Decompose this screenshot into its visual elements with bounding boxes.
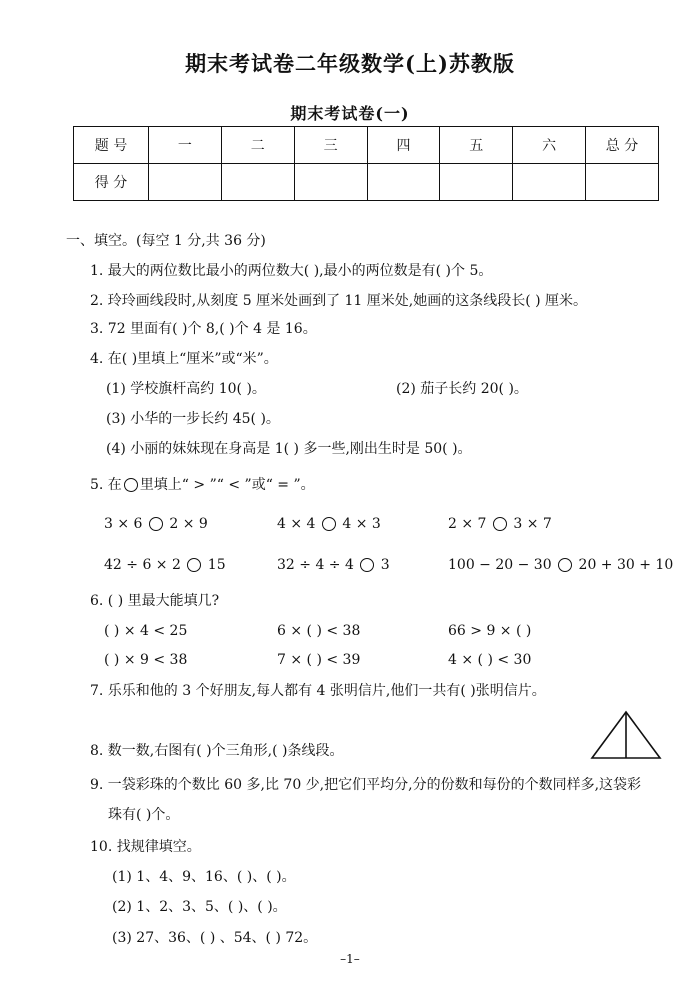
table-cell: 总 分 — [586, 127, 659, 164]
question-5 — [90, 476, 315, 494]
inequality-item: 6 × ( ) < 38 — [277, 623, 361, 639]
compare-right: 20 + 30 + 10 — [578, 557, 674, 573]
compare-blank-circle[interactable] — [558, 558, 572, 572]
question-10-part-1: (1) 1、4、9、16、( )、( )。 — [112, 869, 296, 885]
score-table — [73, 126, 659, 201]
score-blank[interactable] — [586, 164, 659, 201]
compare-left: 4 × 4 — [277, 516, 316, 532]
inequality-item: 66 > 9 × ( ) — [448, 623, 532, 639]
compare-blank-circle[interactable] — [493, 517, 507, 531]
question-4: 4. 在( )里填上“厘米”或“米”。 — [90, 351, 278, 367]
question-10-part-3: (3) 27、36、( ) 、54、( ) 72。 — [112, 930, 318, 946]
compare-item — [277, 515, 381, 533]
compare-item — [448, 556, 673, 574]
table-cell: 二 — [221, 127, 294, 164]
compare-left: 3 × 6 — [104, 516, 143, 532]
score-blank[interactable] — [221, 164, 294, 201]
compare-left: 32 ÷ 4 ÷ 4 — [277, 557, 354, 573]
compare-circle-icon — [124, 478, 138, 492]
question-4-part-3: (3) 小华的一步长约 45( )。 — [106, 411, 280, 427]
table-cell: 得 分 — [74, 164, 149, 201]
question-10: 10. 找规律填空。 — [90, 839, 201, 855]
question-9: 9. 一袋彩珠的个数比 60 多,比 70 少,把它们平均分,分的份数和每份的个数同样多,这袋彩 — [90, 777, 642, 793]
question-6: 6. ( ) 里最大能填几? — [90, 593, 220, 609]
score-blank[interactable] — [367, 164, 440, 201]
triangle-figure — [590, 710, 662, 762]
compare-left: 42 ÷ 6 × 2 — [104, 557, 181, 573]
compare-left: 2 × 7 — [448, 516, 487, 532]
question-9-continued: 珠有( )个。 — [108, 807, 180, 823]
compare-item — [104, 556, 226, 574]
score-blank[interactable] — [440, 164, 513, 201]
question-4-part-4: (4) 小丽的妹妹现在身高是 1( ) 多一些,刚出生时是 50( )。 — [106, 441, 472, 457]
compare-right: 2 × 9 — [169, 516, 208, 532]
question-4-part-2: (2) 茄子长约 20( )。 — [396, 381, 528, 397]
compare-right: 3 × 7 — [513, 516, 552, 532]
compare-item — [448, 515, 552, 533]
score-blank[interactable] — [149, 164, 222, 201]
question-3: 3. 72 里面有( )个 8,( )个 4 是 16。 — [90, 321, 317, 337]
table-cell: 五 — [440, 127, 513, 164]
score-blank[interactable] — [513, 164, 586, 201]
question-7: 7. 乐乐和他的 3 个好朋友,每人都有 4 张明信片,他们一共有( )张明信片。 — [90, 683, 546, 699]
score-blank[interactable] — [294, 164, 367, 201]
compare-blank-circle[interactable] — [187, 558, 201, 572]
compare-right: 15 — [207, 557, 226, 573]
question-4-part-1: (1) 学校旗杆高约 10( )。 — [106, 381, 266, 397]
question-5-prefix: 5. 在 — [90, 477, 122, 493]
compare-item — [277, 556, 390, 574]
table-cell: 六 — [513, 127, 586, 164]
score-table-score-row — [74, 164, 659, 201]
compare-item — [104, 515, 208, 533]
section-heading: 一、填空。(每空 1 分,共 36 分) — [66, 233, 266, 249]
table-cell: 三 — [294, 127, 367, 164]
question-2: 2. 玲玲画线段时,从刻度 5 厘米处画到了 11 厘米处,她画的这条线段长( ) 厘米。 — [90, 293, 588, 309]
inequality-item: ( ) × 4 < 25 — [104, 623, 188, 639]
compare-blank-circle[interactable] — [149, 517, 163, 531]
table-cell: 题 号 — [74, 127, 149, 164]
question-10-part-2: (2) 1、2、3、5、( )、( )。 — [112, 899, 287, 915]
compare-blank-circle[interactable] — [322, 517, 336, 531]
compare-right: 4 × 3 — [342, 516, 381, 532]
question-5-suffix: 里填上“ > ”“ < ”或“ = ”。 — [139, 477, 315, 493]
page-title: 期末考试卷二年级数学(上)苏教版 — [185, 51, 515, 76]
inequality-item: 7 × ( ) < 39 — [277, 652, 361, 668]
compare-right: 3 — [380, 557, 390, 573]
page-number: –1– — [340, 952, 360, 966]
inequality-item: ( ) × 9 < 38 — [104, 652, 188, 668]
table-cell: 四 — [367, 127, 440, 164]
question-1: 1. 最大的两位数比最小的两位数大( ),最小的两位数是有( )个 5。 — [90, 263, 493, 279]
table-cell: 一 — [149, 127, 222, 164]
question-8: 8. 数一数,右图有( )个三角形,( )条线段。 — [90, 743, 344, 759]
score-table-header-row — [74, 127, 659, 164]
exam-subtitle: 期末考试卷(一) — [290, 104, 410, 123]
compare-blank-circle[interactable] — [360, 558, 374, 572]
inequality-item: 4 × ( ) < 30 — [448, 652, 532, 668]
compare-left: 100 − 20 − 30 — [448, 557, 552, 573]
